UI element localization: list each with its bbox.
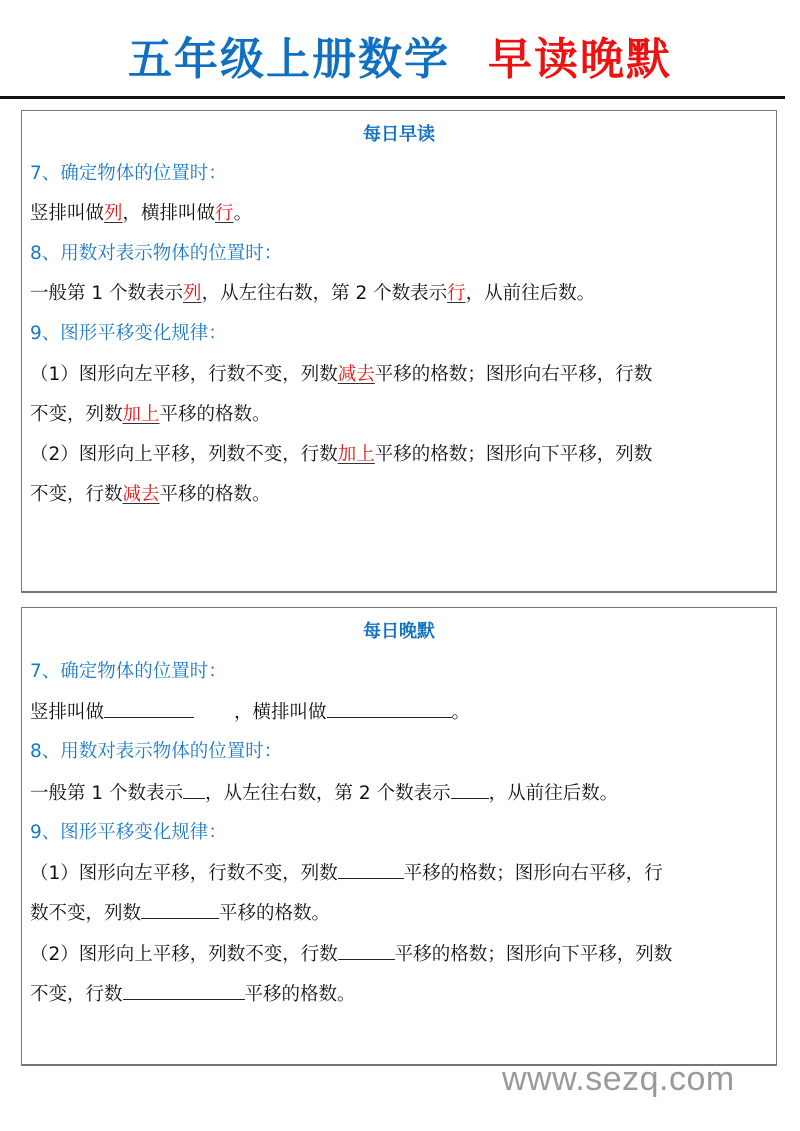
blank-field[interactable] — [338, 860, 404, 879]
title-activity: 早读晚默 — [488, 34, 672, 85]
evening-q9-p1-line2: 数不变，列数 平移的格数。 — [30, 900, 330, 927]
morning-q9-p1-line2: 不变，列数加上平移的格数。 — [30, 404, 271, 425]
evening-q8-blank-line: 一般第 1 个数表示 ，从左往右数，第 2 个数表示 ，从前往后数。 — [30, 780, 618, 807]
blank-field[interactable] — [451, 780, 489, 799]
morning-q8-heading: 8、用数对表示物体的位置时： — [30, 243, 283, 264]
morning-q7-answer-line: 竖排叫做列，横排叫做行。 — [30, 203, 253, 224]
title-subject: 五年级上册数学 — [128, 34, 450, 85]
evening-box-title: 每日晚默 — [363, 621, 435, 642]
morning-q9-heading: 9、图形平移变化规律： — [30, 323, 227, 344]
evening-q7-heading: 7、确定物体的位置时： — [30, 661, 227, 682]
answer-add: 加上 — [122, 404, 160, 425]
answer-column: 列 — [183, 283, 202, 304]
evening-q9-heading: 9、图形平移变化规律： — [30, 822, 227, 843]
blank-field[interactable] — [327, 699, 452, 718]
blank-field[interactable] — [123, 981, 245, 1000]
morning-q9-p2-line1: （2）图形向上平移，列数不变，行数加上平移的格数；图形向下平移，列数 — [30, 444, 653, 465]
evening-q9-p2-line1: （2）图形向上平移，列数不变，行数 平移的格数；图形向下平移，列数 — [30, 941, 672, 968]
blank-field[interactable] — [104, 699, 194, 718]
blank-field[interactable] — [183, 780, 205, 799]
page-title — [0, 30, 800, 90]
blank-field[interactable] — [338, 941, 395, 960]
morning-q9-p2-line2: 不变，行数减去平移的格数。 — [30, 484, 271, 505]
evening-q7-blank-line: 竖排叫做 ，横排叫做 。 — [30, 699, 470, 726]
evening-q9-p2-line2: 不变，行数 平移的格数。 — [30, 981, 356, 1008]
answer-add: 加上 — [337, 444, 375, 465]
answer-row: 行 — [215, 203, 234, 224]
answer-row: 行 — [447, 283, 466, 304]
morning-q7-heading: 7、确定物体的位置时： — [30, 163, 227, 184]
morning-q8-answer-line: 一般第 1 个数表示列，从左往右数，第 2 个数表示行，从前往后数。 — [30, 283, 596, 304]
morning-reading-box — [21, 110, 777, 593]
answer-column: 列 — [104, 203, 123, 224]
header-divider — [0, 96, 785, 99]
answer-subtract: 减去 — [337, 364, 375, 385]
evening-q8-heading: 8、用数对表示物体的位置时： — [30, 741, 283, 762]
morning-q9-p1-line1: （1）图形向左平移，行数不变，列数减去平移的格数；图形向右平移，行数 — [30, 364, 653, 385]
answer-subtract: 减去 — [122, 484, 160, 505]
watermark: www.sezq.com — [502, 1060, 735, 1098]
evening-dictation-box — [21, 607, 777, 1066]
evening-q9-p1-line1: （1）图形向左平移，行数不变，列数 平移的格数；图形向右平移，行 — [30, 860, 663, 887]
blank-field[interactable] — [141, 900, 219, 919]
morning-box-title: 每日早读 — [363, 124, 435, 145]
